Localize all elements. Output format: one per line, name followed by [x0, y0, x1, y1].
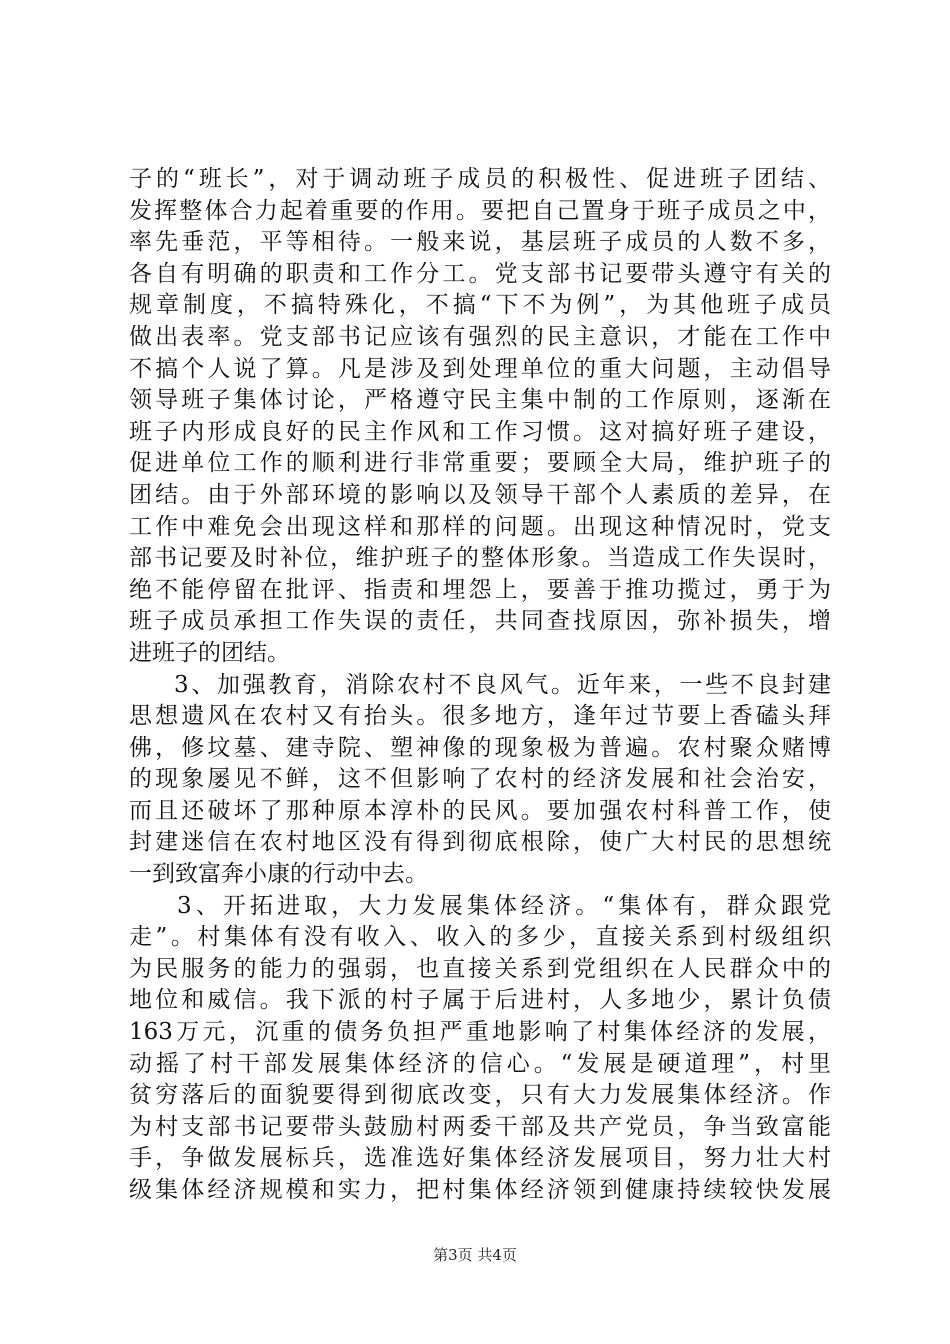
- text-line: 一到致富奔小康的行动中去。: [129, 861, 428, 888]
- text-line: 地位和威信。我下派的村子属于后进村，人多地少，累计负债: [129, 987, 831, 1014]
- text-line: 贫穷落后的面貌要得到彻底改变，只有大力发展集体经济。作: [129, 1082, 831, 1109]
- text-line: 班子成员承担工作失误的责任，共同查找原因，弥补损失，增: [129, 608, 831, 635]
- text-line: 进班子的团结。: [129, 639, 290, 666]
- paragraph-start-line: 3、开拓进取，大力发展集体经济。“集体有，群众跟党: [177, 892, 831, 919]
- text-line: 不搞个人说了算。凡是涉及到处理单位的重大问题，主动倡导: [129, 355, 831, 382]
- text-line: 率先垂范，平等相待。一般来说，基层班子成员的人数不多，: [129, 229, 831, 256]
- text-line: 封建迷信在农村地区没有得到彻底根除，使广大村民的思想统: [129, 829, 831, 856]
- text-line: 为民服务的能力的强弱，也直接关系到党组织在人民群众中的: [129, 955, 831, 982]
- text-line: 促进单位工作的顺利进行非常重要；要顾全大局，维护班子的: [129, 450, 831, 477]
- paragraph-start-line: 3、加强教育，消除农村不良风气。近年来，一些不良封建: [174, 671, 831, 698]
- text-line: 发挥整体合力起着重要的作用。要把自己置身于班子成员之中，: [129, 197, 831, 224]
- text-line: 163万元，沉重的债务负担严重地影响了村集体经济的发展，: [129, 1019, 831, 1046]
- text-line: 规章制度，不搞特殊化，不搞“下不为例”，为其他班子成员: [129, 292, 831, 319]
- text-line: 团结。由于外部环境的影响以及领导干部个人素质的差异，在: [129, 481, 831, 508]
- text-line: 绝不能停留在批评、指责和埋怨上，要善于推功揽过，勇于为: [129, 576, 831, 603]
- text-line: 佛，修坟墓、建寺院、塑神像的现象极为普遍。农村聚众赌博: [129, 734, 831, 761]
- text-line: 思想遗风在农村又有抬头。很多地方，逢年过节要上香磕头拜: [129, 703, 831, 730]
- text-line: 走”。村集体有没有收入、收入的多少，直接关系到村级组织: [129, 924, 831, 951]
- document-body: [129, 164, 831, 1207]
- text-line: 部书记要及时补位，维护班子的整体形象。当造成工作失误时，: [129, 545, 831, 572]
- text-line: 班子内形成良好的民主作风和工作习惯。这对搞好班子建设，: [129, 418, 831, 445]
- text-line: 级集体经济规模和实力，把村集体经济领到健康持续较快发展: [129, 1177, 831, 1203]
- text-line: 而且还破坏了那种原本淳朴的民风。要加强农村科普工作，使: [129, 797, 831, 824]
- text-line: 的现象屡见不鲜，这不但影响了农村的经济发展和社会治安，: [129, 766, 831, 793]
- text-line: 工作中难免会出现这样和那样的问题。出现这种情况时，党支: [129, 513, 831, 540]
- text-line: 做出表率。党支部书记应该有强烈的民主意识，才能在工作中: [129, 323, 831, 350]
- text-line: 为村支部书记要带头鼓励村两委干部及共产党员，争当致富能: [129, 1113, 831, 1140]
- text-line: 手，争做发展标兵，选准选好集体经济发展项目，努力壮大村: [129, 1145, 831, 1172]
- text-line: 动摇了村干部发展集体经济的信心。“发展是硬道理”，村里: [129, 1050, 831, 1077]
- page-number-footer: 第3页 共4页: [433, 1246, 517, 1264]
- text-line: 子的“班长”，对于调动班子成员的积极性、促进班子团结、: [129, 166, 831, 192]
- text-line: 领导班子集体讨论，严格遵守民主集中制的工作原则，逐渐在: [129, 387, 831, 414]
- text-line: 各自有明确的职责和工作分工。党支部书记要带头遵守有关的: [129, 260, 831, 287]
